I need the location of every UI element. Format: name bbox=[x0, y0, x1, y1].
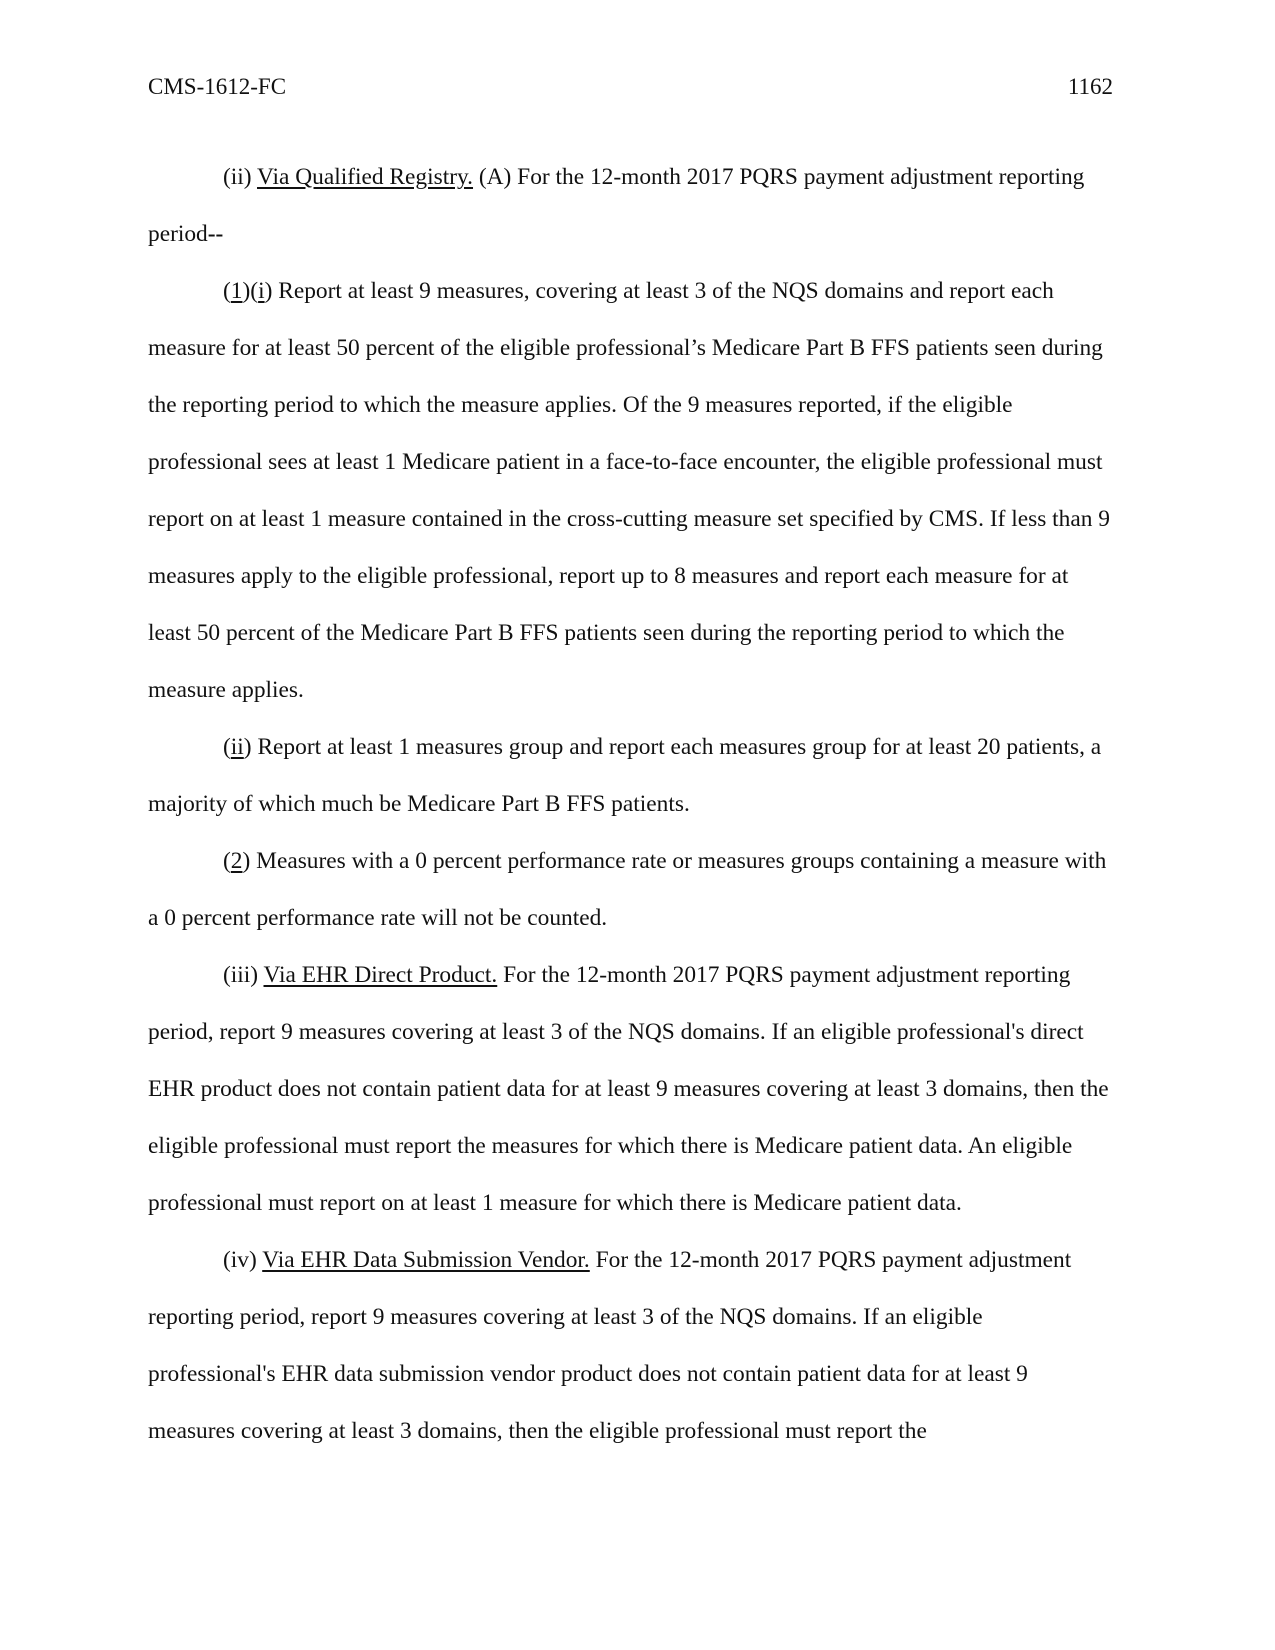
paragraph-text: Report at least 1 measures group and report each measures group for at least 20 patients, a majority of which much be Medicare Part B FFS patients. bbox=[148, 734, 1102, 817]
document-id: CMS-1612-FC bbox=[148, 74, 287, 99]
paragraph-1-i: (1)(i) Report at least 9 measures, covering at least 3 of the NQS domains and report each measure for at least 50 percent of the eligible professional’s Medicare Part B FFS patients seen during the reporting period to which the measure applies. Of the 9 measures reported, if the eligible professional sees at least 1 Medicare patient in a face-to-face encounter, the eligible professional must report on at least 1 measure contained in the cross-cutting measure set specified by CMS. If less than 9 measures apply to the eligible professional, report up to 8 measures and report each measure for at least 50 percent of the Medicare Part B FFS patients seen during the reporting period to which the measure applies. bbox=[148, 278, 1110, 703]
paragraph-text: For the 12-month 2017 PQRS payment adjustment reporting period, report 9 measures covering at least 3 of the NQS domains. If an eligible professional's EHR data submission vendor product does not contain patient data for at least 9 measures covering at least 3 domains, then the eligible professional must report the bbox=[148, 1247, 1072, 1444]
section-heading: Via EHR Data Submission Vendor. bbox=[262, 1247, 590, 1273]
section-heading: Via EHR Direct Product. bbox=[263, 962, 498, 988]
paragraph-qualified-registry bbox=[148, 149, 1113, 263]
document-body bbox=[148, 149, 1113, 1460]
paragraph-lead: (iii) bbox=[223, 962, 264, 988]
section-heading: Via Qualified Registry. bbox=[257, 164, 474, 190]
item-number: 2 bbox=[230, 848, 243, 874]
paragraph-lead: (iv) bbox=[223, 1247, 263, 1273]
paragraph-2: (2) Measures with a 0 percent performance rate or measures groups containing a measure with a 0 percent performance rate will not be counted. bbox=[148, 848, 1107, 931]
page-header bbox=[148, 74, 1113, 104]
em-dash: -- bbox=[207, 221, 224, 247]
paragraph-text: Report at least 9 measures, covering at least 3 of the NQS domains and report each measure for at least 50 percent of the eligible professional’s Medicare Part B FFS patients seen during the reporting period to which the measure applies. Of the 9 measures reported, if the eligible professional sees at least 1 Medicare patient in a face-to-face encounter, the eligible professional must report on at least 1 measure contained in the cross-cutting measure set specified by CMS. If less than 9 measures apply to the eligible professional, report up to 8 measures and report each measure for at least 50 percent of the Medicare Part B FFS patients seen during the reporting period to which the measure applies. bbox=[148, 278, 1110, 703]
paragraph-text: Measures with a 0 percent performance rate or measures groups containing a measure with a 0 percent performance rate will not be counted. bbox=[148, 848, 1107, 931]
sub-item-number: ii bbox=[230, 734, 244, 760]
paragraph-ii: (ii) Report at least 1 measures group and report each measures group for at least 20 patients, a majority of which much be Medicare Part B FFS patients. bbox=[148, 734, 1102, 817]
paragraph-ehr-direct-product bbox=[148, 947, 1113, 1232]
page-number: 1162 bbox=[1067, 74, 1113, 99]
paragraph-text: (A) For the 12-month 2017 PQRS payment adjustment reporting period bbox=[148, 164, 1085, 247]
paragraph-text: For the 12-month 2017 PQRS payment adjustment reporting period, report 9 measures covering at least 3 of the NQS domains. If an eligible professional's direct EHR product does not contain patient data for at least 9 measures covering at least 3 domains, then the eligible professional must report the measures for which there is Medicare patient data. An eligible professional must report on at least 1 measure for which there is Medicare patient data. bbox=[148, 962, 1109, 1216]
item-number: 1 bbox=[230, 278, 243, 304]
paragraph-ehr-data-submission-vendor bbox=[148, 1232, 1113, 1460]
sub-item-number: i bbox=[258, 278, 265, 304]
paragraph-lead: (ii) bbox=[223, 164, 258, 190]
